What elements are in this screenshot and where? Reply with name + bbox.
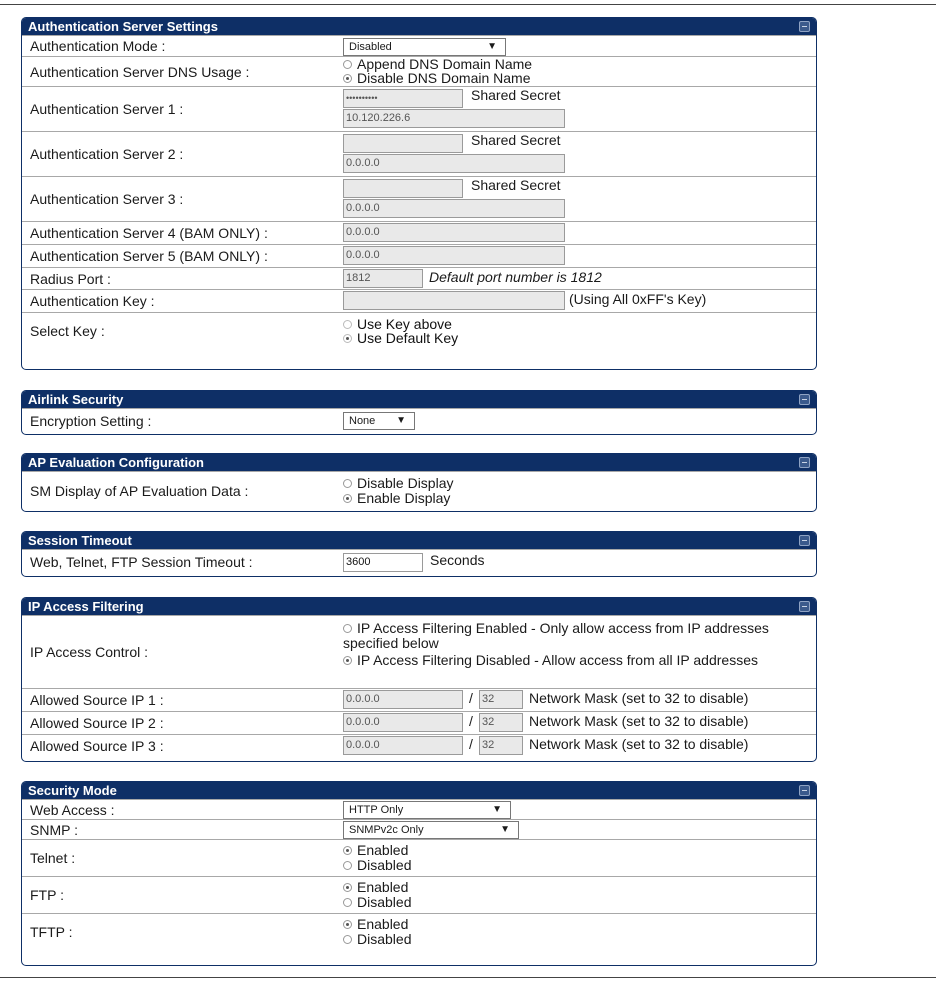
auth-server-panel bbox=[21, 17, 817, 370]
collapse-icon[interactable] bbox=[799, 535, 810, 546]
field-label: Authentication Server 3 : bbox=[30, 191, 184, 207]
server4-ip-input[interactable]: 0.0.0.0 bbox=[343, 223, 565, 242]
allowed-source-ip-2-row bbox=[22, 711, 816, 734]
field-label: SNMP : bbox=[30, 821, 78, 838]
web-access-row bbox=[22, 799, 816, 819]
radio-label: Enabled bbox=[357, 842, 409, 858]
field-label: TFTP : bbox=[30, 924, 73, 940]
field-label: Authentication Key : bbox=[30, 293, 155, 309]
radio-selected-icon bbox=[343, 494, 352, 503]
mask-note: Network Mask (set to 32 to disable) bbox=[529, 690, 749, 706]
field-label: Web, Telnet, FTP Session Timeout : bbox=[30, 554, 253, 570]
radius-note: Default port number is 1812 bbox=[429, 269, 602, 285]
collapse-icon[interactable] bbox=[799, 457, 810, 468]
telnet-enabled-radio[interactable] bbox=[343, 843, 408, 858]
ftp-enabled-radio[interactable] bbox=[343, 880, 408, 895]
tftp-disabled-radio[interactable] bbox=[343, 932, 411, 947]
shared-secret-label: Shared Secret bbox=[471, 177, 561, 193]
collapse-icon[interactable] bbox=[799, 21, 810, 32]
radio-icon bbox=[343, 624, 352, 633]
field-label: IP Access Control : bbox=[30, 644, 149, 660]
radius-port-row bbox=[22, 267, 816, 289]
airlink-security-panel bbox=[21, 390, 817, 435]
select-key-row bbox=[22, 312, 816, 349]
field-label: SM Display of AP Evaluation Data : bbox=[30, 482, 249, 499]
session-timeout-panel bbox=[21, 531, 817, 577]
dropdown-arrow-icon: ▼ bbox=[492, 804, 502, 815]
radio-label: Disable Display bbox=[357, 475, 454, 491]
server1-row bbox=[22, 86, 816, 131]
select-value: SNMPv2c Only bbox=[349, 824, 424, 836]
field-label: Authentication Server 5 (BAM ONLY) : bbox=[30, 248, 268, 264]
use-default-key-radio[interactable] bbox=[343, 331, 458, 346]
ip-filter-disabled-radio[interactable] bbox=[343, 653, 773, 668]
radio-selected-icon bbox=[343, 883, 352, 892]
server3-secret-input[interactable] bbox=[343, 179, 463, 198]
field-label: Web Access : bbox=[30, 801, 115, 818]
server3-ip-input[interactable]: 0.0.0.0 bbox=[343, 199, 565, 218]
radio-icon bbox=[343, 479, 352, 488]
source-ip-2-input[interactable]: 0.0.0.0 bbox=[343, 713, 463, 732]
ip-filter-enabled-radio[interactable] bbox=[343, 621, 773, 651]
select-value: Disabled bbox=[349, 41, 392, 53]
auth-mode-row bbox=[22, 35, 816, 56]
server4-row bbox=[22, 221, 816, 244]
source-ip-3-input[interactable]: 0.0.0.0 bbox=[343, 736, 463, 755]
slash-label: / bbox=[469, 736, 473, 752]
allowed-source-ip-1-row bbox=[22, 688, 816, 711]
panel-header bbox=[22, 391, 816, 408]
dns-usage-row bbox=[22, 56, 816, 86]
panel-header bbox=[22, 18, 816, 35]
enable-display-radio[interactable] bbox=[343, 491, 450, 506]
radio-label: IP Access Filtering Enabled - Only allow access from IP addresses specified below bbox=[343, 620, 769, 651]
radio-icon bbox=[343, 898, 352, 907]
auth-key-note: (Using All 0xFF's Key) bbox=[569, 291, 707, 307]
web-access-select[interactable] bbox=[343, 801, 511, 819]
ip-access-filtering-panel bbox=[21, 597, 817, 762]
radio-icon bbox=[343, 935, 352, 944]
radio-label: Disabled bbox=[357, 857, 412, 873]
panel-title: AP Evaluation Configuration bbox=[28, 455, 204, 470]
radio-label: IP Access Filtering Disabled - Allow access from all IP addresses bbox=[357, 652, 758, 668]
radio-label: Disabled bbox=[357, 894, 412, 910]
server3-row bbox=[22, 176, 816, 221]
select-value: HTTP Only bbox=[349, 804, 404, 816]
auth-key-input[interactable] bbox=[343, 291, 565, 310]
field-label: Allowed Source IP 3 : bbox=[30, 738, 164, 754]
field-label: Authentication Mode : bbox=[30, 38, 166, 54]
collapse-icon[interactable] bbox=[799, 394, 810, 405]
snmp-row bbox=[22, 819, 816, 839]
slash-label: / bbox=[469, 690, 473, 706]
server2-secret-input[interactable] bbox=[343, 134, 463, 153]
telnet-row bbox=[22, 839, 816, 876]
panel-title: IP Access Filtering bbox=[28, 599, 144, 614]
mask-note: Network Mask (set to 32 to disable) bbox=[529, 736, 749, 752]
field-label: Authentication Server 2 : bbox=[30, 146, 184, 162]
panel-header bbox=[22, 598, 816, 615]
radius-port-input[interactable]: 1812 bbox=[343, 269, 423, 288]
panel-title: Authentication Server Settings bbox=[28, 19, 218, 34]
server5-row bbox=[22, 244, 816, 267]
panel-header bbox=[22, 782, 816, 799]
tftp-enabled-radio[interactable] bbox=[343, 917, 408, 932]
mask-note: Network Mask (set to 32 to disable) bbox=[529, 713, 749, 729]
panel-header bbox=[22, 454, 816, 471]
auth-key-row bbox=[22, 289, 816, 312]
radio-label: Disable DNS Domain Name bbox=[357, 70, 531, 86]
slash-label: / bbox=[469, 713, 473, 729]
mask-2-input[interactable]: 32 bbox=[479, 713, 523, 732]
field-label: Authentication Server 4 (BAM ONLY) : bbox=[30, 225, 268, 241]
field-label: FTP : bbox=[30, 887, 64, 903]
ftp-disabled-radio[interactable] bbox=[343, 895, 411, 910]
radio-label: Use Default Key bbox=[357, 330, 459, 346]
select-value: None bbox=[349, 415, 376, 427]
radio-label: Enable Display bbox=[357, 490, 451, 506]
field-label: Allowed Source IP 1 : bbox=[30, 692, 164, 708]
server1-ip-input[interactable]: 10.120.226.6 bbox=[343, 109, 565, 128]
radio-label: Enabled bbox=[357, 879, 409, 895]
encryption-row bbox=[22, 408, 816, 432]
dropdown-arrow-icon: ▼ bbox=[396, 415, 406, 426]
field-label: Allowed Source IP 2 : bbox=[30, 715, 164, 731]
ap-evaluation-panel bbox=[21, 453, 817, 512]
tftp-row bbox=[22, 913, 816, 950]
field-label: Radius Port : bbox=[30, 270, 111, 287]
field-label: Encryption Setting : bbox=[30, 412, 152, 429]
panel-title: Session Timeout bbox=[28, 533, 132, 548]
radio-label: Use Key above bbox=[357, 316, 452, 332]
dns-disable-radio[interactable] bbox=[343, 71, 531, 86]
field-label: Select Key : bbox=[30, 323, 105, 339]
ap-eval-display-row bbox=[22, 471, 816, 509]
field-label: Authentication Server 1 : bbox=[30, 101, 184, 117]
source-ip-1-input[interactable]: 0.0.0.0 bbox=[343, 690, 463, 709]
telnet-disabled-radio[interactable] bbox=[343, 858, 411, 873]
mask-3-input[interactable]: 32 bbox=[479, 736, 523, 755]
radio-selected-icon bbox=[343, 74, 352, 83]
snmp-select[interactable] bbox=[343, 821, 519, 839]
dropdown-arrow-icon: ▼ bbox=[487, 41, 497, 52]
ip-access-control-row bbox=[22, 615, 816, 688]
server1-secret-input[interactable]: •••••••••• bbox=[343, 89, 463, 108]
encryption-select[interactable] bbox=[343, 412, 415, 430]
radio-icon bbox=[343, 320, 352, 329]
shared-secret-label: Shared Secret bbox=[471, 87, 561, 103]
radio-selected-icon bbox=[343, 656, 352, 665]
disable-display-radio[interactable] bbox=[343, 476, 453, 491]
collapse-icon[interactable] bbox=[799, 785, 810, 796]
shared-secret-label: Shared Secret bbox=[471, 132, 561, 148]
session-timeout-input[interactable]: 3600 bbox=[343, 553, 423, 572]
bottom-rule bbox=[0, 977, 936, 978]
auth-mode-select[interactable] bbox=[343, 38, 506, 56]
radio-label: Disabled bbox=[357, 931, 412, 947]
top-rule bbox=[0, 4, 936, 5]
server2-row bbox=[22, 131, 816, 176]
allowed-source-ip-3-row bbox=[22, 734, 816, 757]
dropdown-arrow-icon: ▼ bbox=[500, 824, 510, 835]
collapse-icon[interactable] bbox=[799, 601, 810, 612]
radio-icon bbox=[343, 60, 352, 69]
panel-header bbox=[22, 532, 816, 549]
radio-selected-icon bbox=[343, 846, 352, 855]
panel-title: Airlink Security bbox=[28, 392, 124, 407]
ftp-row bbox=[22, 876, 816, 913]
server5-ip-input[interactable]: 0.0.0.0 bbox=[343, 246, 565, 265]
seconds-label: Seconds bbox=[430, 552, 485, 568]
radio-label: Enabled bbox=[357, 916, 409, 932]
security-mode-panel bbox=[21, 781, 817, 966]
radio-selected-icon bbox=[343, 920, 352, 929]
server2-ip-input[interactable]: 0.0.0.0 bbox=[343, 154, 565, 173]
radio-label: Append DNS Domain Name bbox=[357, 56, 533, 72]
radio-selected-icon bbox=[343, 334, 352, 343]
radio-icon bbox=[343, 861, 352, 870]
field-label: Telnet : bbox=[30, 850, 76, 866]
field-label: Authentication Server DNS Usage : bbox=[30, 63, 250, 80]
session-timeout-row bbox=[22, 549, 816, 574]
mask-1-input[interactable]: 32 bbox=[479, 690, 523, 709]
panel-title: Security Mode bbox=[28, 783, 117, 798]
